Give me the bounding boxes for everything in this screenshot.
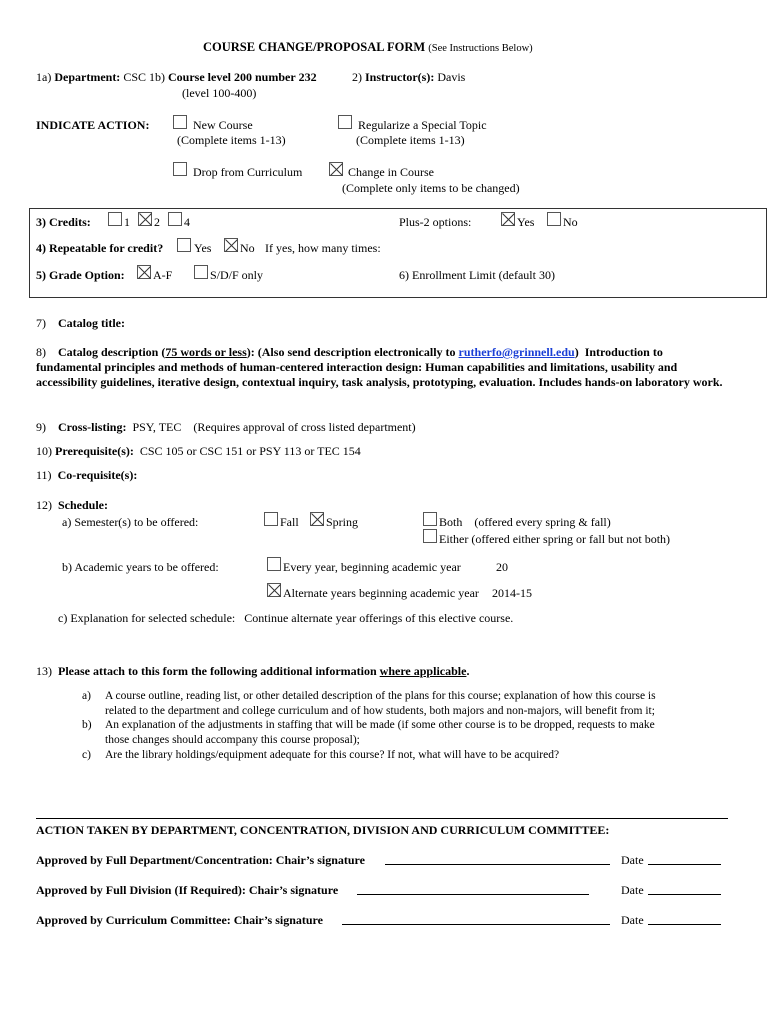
schedule-explanation-value[interactable]: Continue alternate year offerings of this elective course. [244, 611, 514, 625]
plus2-no-checkbox[interactable] [547, 212, 561, 226]
fall-label: Fall [280, 515, 299, 529]
every-year-value[interactable]: 20 [496, 560, 508, 574]
enrollment-limit-label: 6) Enrollment Limit (default 30) [399, 268, 555, 282]
form-title-row [203, 40, 533, 56]
cross-listing-row [36, 420, 416, 434]
credits-4-label: 4 [184, 215, 190, 229]
new-course-checkbox[interactable] [173, 115, 187, 129]
approval-label: Approved by Full Division (If Required): Chair’s signature [36, 883, 339, 897]
alternate-years-label: Alternate years beginning academic year [283, 586, 479, 600]
cross-listing-note: (Requires approval of cross listed department) [193, 420, 416, 434]
schedule-label: Schedule: [58, 498, 109, 512]
attach-period: . [466, 664, 470, 678]
plus2-no-label: No [563, 215, 578, 229]
catalog-desc-text[interactable]: Introduction to fundamental principles and methods of human-centered interaction design: Human capabilities and limitations, usability and accessibility guidelines, iterative design, contextual inquiry, task analysis, prototyping, evaluation. Includes hands-on laboratory work. [36, 345, 723, 389]
attach-item-text: related to the department and college curriculum and of how students, both majors and non-majors, will benefit from it; [105, 705, 655, 717]
attach-item-marker: a) [82, 690, 91, 702]
item-number: 2) [352, 70, 362, 84]
credits-1-label: 1 [124, 215, 130, 229]
item-number: 10) [36, 444, 52, 458]
attach-item-text: An explanation of the adjustments in staffing that will be made (if some other course is to be dropped, requests to make [105, 719, 655, 731]
course-number-value[interactable]: 232 [298, 70, 317, 84]
both-text: Both [439, 515, 463, 529]
plus2-label: Plus-2 options: [399, 215, 472, 229]
schedule-explanation-row [58, 611, 513, 625]
new-course-label: New Course [193, 118, 253, 132]
prerequisite-row [36, 444, 361, 458]
attach-item-marker: b) [82, 719, 92, 731]
catalog-desc-label-end: ): (Also send description electronically to [246, 345, 456, 359]
every-year-label: Every year, beginning academic year [283, 560, 461, 574]
change-course-note: (Complete only items to be changed) [342, 181, 520, 195]
signature-line[interactable] [357, 894, 589, 895]
repeatable-yes-checkbox[interactable] [177, 238, 191, 252]
department-label: Department: [54, 70, 121, 84]
semester-label: a) Semester(s) to be offered: [62, 515, 199, 529]
item-number: 1b) [149, 70, 165, 84]
credits-4-checkbox[interactable] [168, 212, 182, 226]
attach-label-underlined: where applicable [379, 664, 467, 678]
catalog-title-row [36, 316, 125, 330]
both-label [439, 515, 611, 529]
change-course-checkbox[interactable] [329, 162, 343, 176]
grade-sdf-label: S/D/F only [210, 268, 264, 282]
word-limit: 75 words or less [165, 345, 247, 359]
regularize-label: Regularize a Special Topic [358, 118, 487, 132]
prerequisite-value[interactable]: CSC 105 or CSC 151 or PSY 113 or TEC 154 [139, 444, 361, 458]
attach-item-text: those changes should accompany this course proposal); [105, 734, 360, 746]
item-number: 8) [36, 345, 46, 359]
repeatable-no-label: No [240, 241, 255, 255]
item-number: 9) [36, 420, 46, 434]
schedule-row [36, 498, 108, 512]
grade-af-checkbox[interactable] [137, 265, 151, 279]
signature-line[interactable] [342, 924, 610, 925]
credits-2-label: 2 [154, 215, 160, 229]
course-number-label: number [254, 70, 296, 84]
either-checkbox[interactable] [423, 529, 437, 543]
alternate-years-checkbox[interactable] [267, 583, 281, 597]
attach-item-marker: c) [82, 749, 91, 761]
repeatable-times-label: If yes, how many times: [265, 241, 381, 255]
plus2-yes-checkbox[interactable] [501, 212, 515, 226]
instructor-label: Instructor(s): [365, 70, 435, 84]
approval-label: Approved by Curriculum Committee: Chair’s signature [36, 913, 323, 927]
form-title: COURSE CHANGE/PROPOSAL FORM [203, 40, 426, 54]
section-divider [36, 818, 728, 819]
spring-label: Spring [326, 515, 359, 529]
catalog-title-label: Catalog title: [58, 316, 125, 330]
attach-row [36, 664, 469, 678]
date-label: Date [621, 913, 644, 927]
date-line[interactable] [648, 864, 721, 865]
date-line[interactable] [648, 894, 721, 895]
repeatable-no-checkbox[interactable] [224, 238, 238, 252]
item-number: 12) [36, 498, 52, 512]
email-link[interactable]: rutherfo@grinnell.edu [458, 345, 575, 359]
attach-label: Please attach to this form the following additional information [58, 664, 377, 678]
course-level-value[interactable]: 200 [233, 70, 252, 84]
item-number: 13) [36, 664, 52, 678]
paren-close: ) [574, 345, 579, 359]
department-value[interactable]: CSC [123, 70, 146, 84]
course-level-label: Course level [168, 70, 231, 84]
corequisite-label: Co-requisite(s): [57, 468, 138, 482]
plus2-yes-label: Yes [517, 215, 535, 229]
grade-option-label: 5) Grade Option: [36, 268, 125, 282]
corequisite-row [36, 468, 137, 482]
signature-line[interactable] [385, 864, 610, 865]
attach-item-text: A course outline, reading list, or other detailed description of the plans for this course; explanation of how this course is [105, 690, 656, 702]
credits-label: 3) Credits: [36, 215, 91, 229]
grade-af-label: A-F [153, 268, 173, 282]
repeatable-yes-label: Yes [194, 241, 212, 255]
schedule-explanation-label: c) Explanation for selected schedule: [58, 611, 236, 625]
date-label: Date [621, 853, 644, 867]
spring-checkbox[interactable] [310, 512, 324, 526]
approval-label: Approved by Full Department/Concentration: Chair’s signature [36, 853, 365, 867]
change-course-label: Change in Course [348, 165, 434, 179]
every-year-checkbox[interactable] [267, 557, 281, 571]
prerequisite-label: Prerequisite(s): [55, 444, 134, 458]
either-label: Either (offered either spring or fall but not both) [439, 532, 671, 546]
committee-heading: ACTION TAKEN BY DEPARTMENT, CONCENTRATION, DIVISION AND CURRICULUM COMMITTEE: [36, 823, 610, 837]
date-line[interactable] [648, 924, 721, 925]
item-number: 11) [36, 468, 52, 482]
drop-checkbox[interactable] [173, 162, 187, 176]
cross-listing-label: Cross-listing: [58, 420, 127, 434]
instructor-line [352, 70, 465, 84]
fall-checkbox[interactable] [264, 512, 278, 526]
date-label: Date [621, 883, 644, 897]
new-course-note: (Complete items 1-13) [177, 133, 286, 147]
catalog-description [36, 345, 726, 390]
cross-listing-value[interactable]: PSY, TEC [132, 420, 182, 434]
credits-1-checkbox[interactable] [108, 212, 122, 226]
regularize-checkbox[interactable] [338, 115, 352, 129]
department-line [36, 70, 317, 84]
indicate-action-label: INDICATE ACTION: [36, 118, 150, 132]
repeatable-label: 4) Repeatable for credit? [36, 241, 164, 255]
item-number: 1a) [36, 70, 52, 84]
form-title-note: (See Instructions Below) [428, 43, 533, 54]
both-note: (offered every spring & fall) [474, 515, 611, 529]
level-hint: (level 100-400) [182, 86, 257, 100]
grade-sdf-checkbox[interactable] [194, 265, 208, 279]
academic-years-label: b) Academic years to be offered: [62, 560, 219, 574]
regularize-note: (Complete items 1-13) [356, 133, 465, 147]
both-checkbox[interactable] [423, 512, 437, 526]
drop-label: Drop from Curriculum [193, 165, 303, 179]
attach-item-text: Are the library holdings/equipment adequate for this course? If not, what will have to be acquired? [105, 749, 560, 761]
item-number: 7) [36, 316, 46, 330]
instructor-value[interactable]: Davis [437, 70, 466, 84]
catalog-desc-label: Catalog description ( [58, 345, 166, 359]
alternate-years-value[interactable]: 2014-15 [492, 586, 532, 600]
credits-2-checkbox[interactable] [138, 212, 152, 226]
